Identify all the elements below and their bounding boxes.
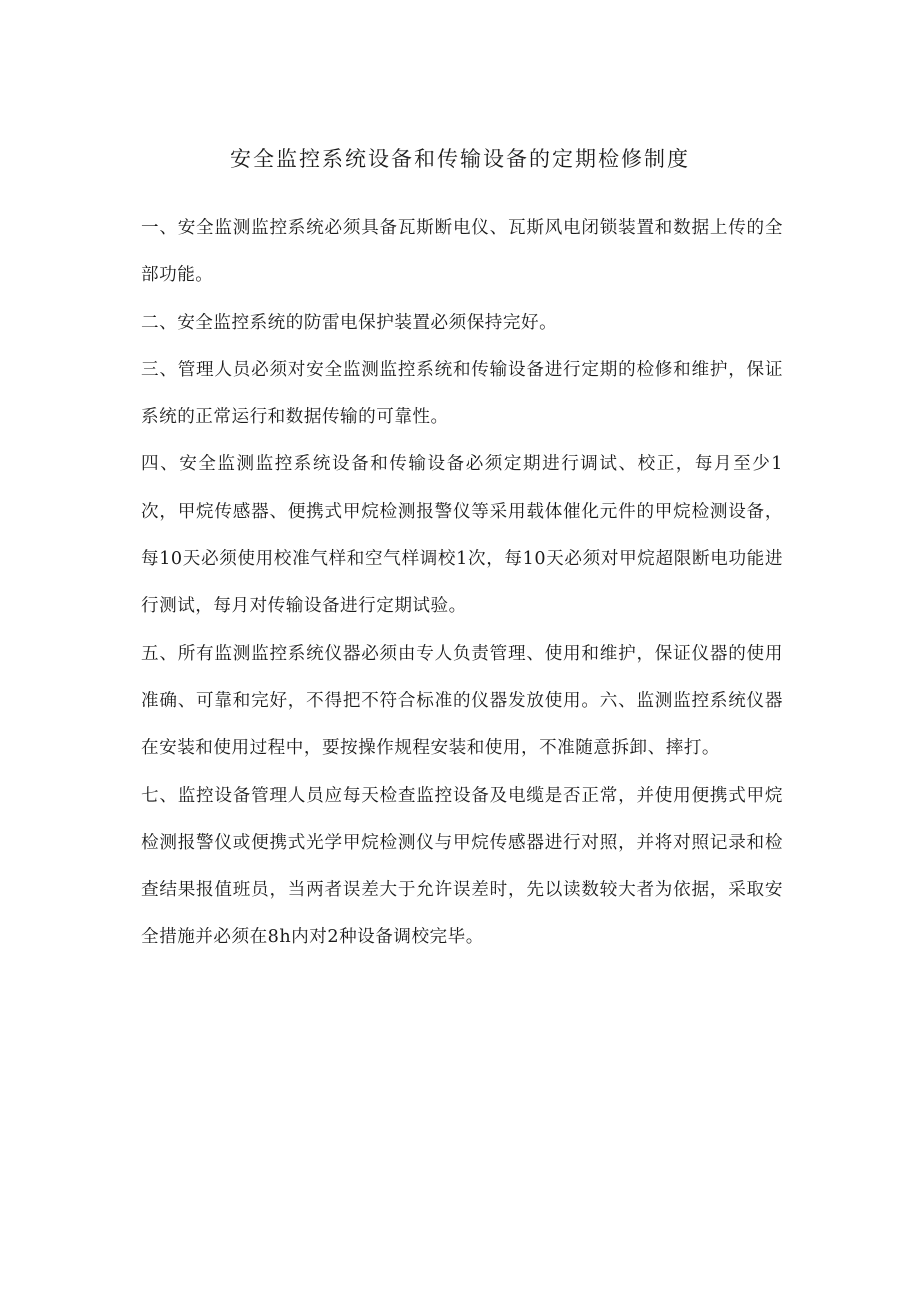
paragraph-2: 二、安全监控系统的防雷电保护装置必须保持完好。 [141,312,558,333]
paragraph-1: 一、安全监测监控系统必须具备瓦斯断电仪、瓦斯风电闭锁装置和数据上传的全部功能。 [141,218,783,286]
paragraph-5: 五、所有监测监控系统仪器必须由专人负责管理、使用和维护，保证仪器的使用准确、可靠和完好，不得把不符合标准的仪器发放使用。六、监测监控系统仪器在安装和使用过程中，要按操作规程安装和使用，不准随意拆卸、摔打。 [141,643,783,759]
paragraph-3: 三、管理人员必须对安全监测监控系统和传输设备进行定期的检修和维护，保证系统的正常运行和数据传输的可靠性。 [141,359,783,428]
paragraph-4: 四、安全监测监控系统设备和传输设备必须定期进行调试、校正，每月至少1次，甲烷传感器、便携式甲烷检测报警仪等采用载体催化元件的甲烷检测设备，每10天必须使用校准气样和空气样调校1次，每10天必须对甲烷超限断电功能进行测试，每月对传输设备进行定期试验。 [141,454,783,617]
paragraph-6: 七、监控设备管理人员应每天检查监控设备及电缆是否正常，并使用便携式甲烷检测报警仪或便携式光学甲烷检测仪与甲烷传感器进行对照，并将对照记录和检查结果报值班员，当两者误差大于允许误差时，先以读数较大者为依据，采取安全措施并必须在8h内对2种设备调校完毕。 [141,785,783,948]
document-title: 安全监控系统设备和传输设备的定期检修制度 [230,147,690,171]
document-body [141,205,783,962]
